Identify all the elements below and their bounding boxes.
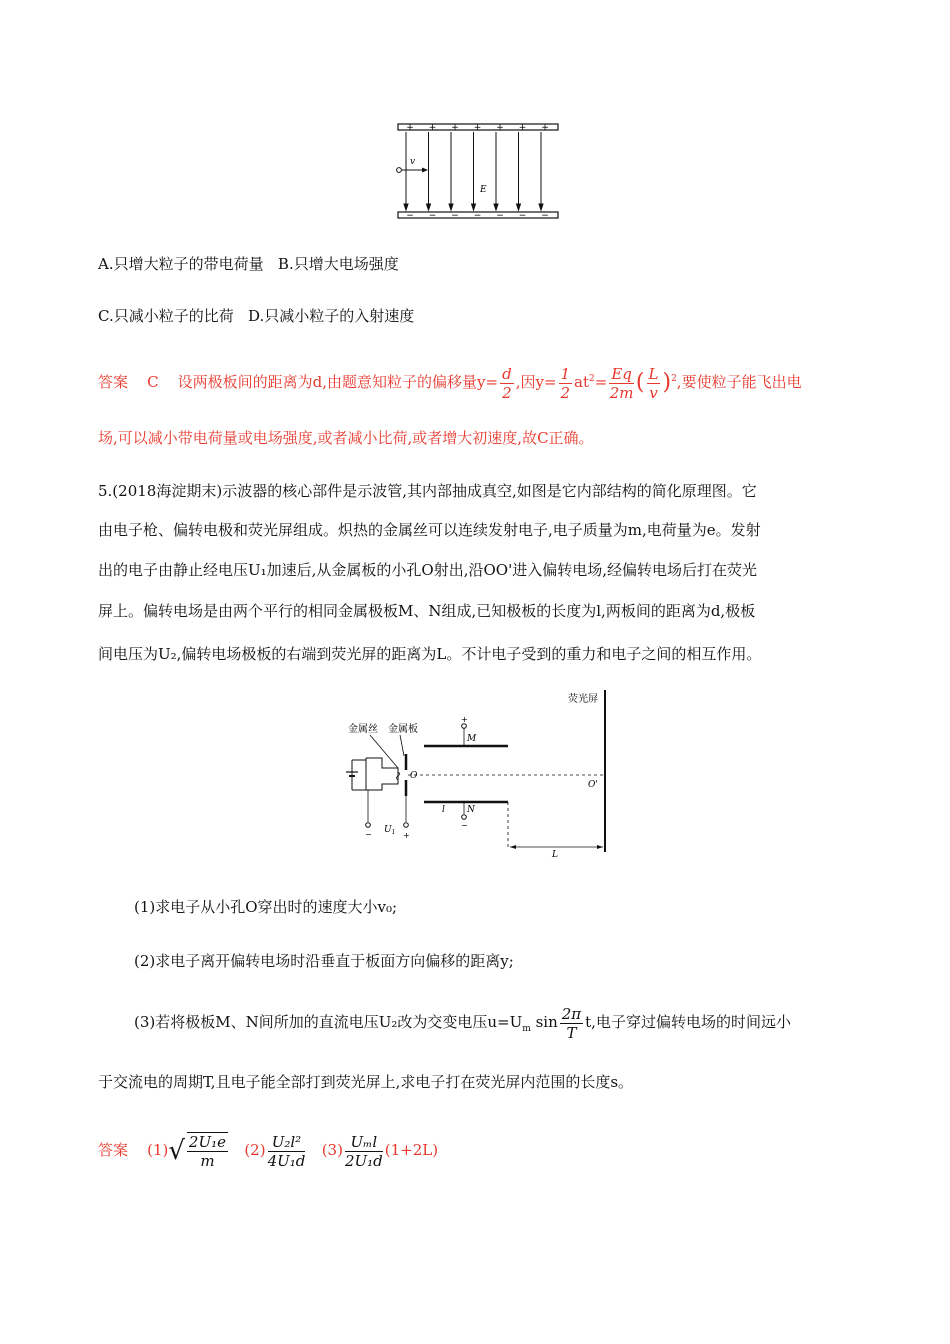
wire-label: 金属丝 xyxy=(348,724,378,735)
plus-sign: + xyxy=(496,123,504,133)
plus-sign: + xyxy=(541,123,549,133)
big-l-label: L xyxy=(552,850,558,860)
field-arrowhead xyxy=(449,204,453,210)
field-arrowhead xyxy=(539,204,543,210)
answer-text: 设两极板间的距离为d,由题意知粒子的偏移量y= xyxy=(177,373,499,391)
n-label: N xyxy=(467,805,475,815)
svg-text:+: + xyxy=(461,715,468,724)
plus-sign: + xyxy=(428,123,437,133)
option-d: D.只减小粒子的入射速度 xyxy=(248,307,415,325)
answer-label: 答案 xyxy=(98,1141,129,1159)
option-c: C.只减小粒子的比荷 xyxy=(98,307,234,325)
o-label: O xyxy=(410,771,418,781)
minus-sign: − xyxy=(451,211,459,221)
screen-label: 荧光屏 xyxy=(568,694,598,705)
m-label: M xyxy=(467,734,477,744)
option-b: B.只增大电场强度 xyxy=(277,255,399,273)
field-label: E xyxy=(480,185,487,195)
answer-3-fraction: $\frac{\text{Uₘl}}{\text{2U₁d}}$ xyxy=(344,1132,383,1170)
plate-label: 金属板 xyxy=(388,724,418,735)
l-label: l xyxy=(442,805,445,815)
field-diagram xyxy=(396,120,562,228)
field-diagram-svg xyxy=(396,120,562,224)
answer-2-fraction: $\frac{\text{U₂l²}}{\text{4U₁d}}$ xyxy=(267,1132,306,1170)
q5-answer: 答案 (1)√ $\frac{\text{2U₁e}}{m}$ (2) $\frac{\text{U₂l²}}{\text{4U₁d}}$ (3) $\frac{\text{Uₘl}}{\text{2U₁d}}$ (1+2L) xyxy=(98,1132,439,1170)
u1-label: $U_1$ xyxy=(384,825,396,836)
answer-choice: C xyxy=(147,373,159,391)
svg-text:+: + xyxy=(403,831,410,840)
minus-sign: − xyxy=(428,211,437,221)
option-row-1 xyxy=(98,254,399,274)
velocity-label: v xyxy=(410,157,416,167)
q5-line-5: 间电压为U₂,偏转电场极板的右端到荧光屏的距离为L。不计电子受到的重力和电子之间的相互作用。 xyxy=(98,645,762,663)
plus-sign: + xyxy=(518,123,527,133)
fraction-eq-over-2m: $\frac{Eq}{2m}$ xyxy=(609,364,634,402)
plus-sign: + xyxy=(451,123,459,133)
fraction-2pi-over-t: $\frac{2\pi}{T}$ xyxy=(561,1004,582,1042)
fraction-d-over-2: $\frac{d}{2}$ xyxy=(502,364,512,402)
svg-text:−: − xyxy=(461,821,468,830)
minus-sign: − xyxy=(496,211,504,221)
fraction-l-over-v: $\frac{L}{v}$ xyxy=(648,364,659,402)
q4-answer-line2: 场,可以减小带电荷量或电场强度,或者减小比荷,或者增大初速度,故C正确。 xyxy=(98,429,594,447)
fraction-half: $\frac{1}{2}$ xyxy=(560,364,571,402)
option-row-2 xyxy=(98,306,414,326)
plus-sign: + xyxy=(473,123,482,133)
answer-1-fraction: $\frac{\text{2U₁e}}{m}$ xyxy=(188,1133,226,1170)
sub-question-3: (3)若将极板M、N间所加的直流电压U₂改为交变电压$u=U_m$ sin $\frac{2\pi}{T}$ t,电子穿过偏转电场的时间远小 xyxy=(134,1004,791,1042)
oscilloscope-diagram xyxy=(340,690,620,864)
field-arrowhead xyxy=(472,204,476,210)
minus-sign: − xyxy=(518,211,527,221)
q5-line-4: 屏上。偏转电场是由两个平行的相同金属极板M、N组成,已知极板的长度为l,两板间的距离为d,极板 xyxy=(98,602,756,620)
sub-question-1: (1)求电子从小孔O穿出时的速度大小v₀; xyxy=(134,898,398,916)
oscilloscope-diagram-svg xyxy=(340,690,620,860)
q4-answer: 答案 C 设两极板间的距离为d,由题意知粒子的偏移量y= $\frac{d}{2}$ ,因y= $\frac{1}{2}$ $at^2=$ $\frac{Eq}{2m}$ ( $\frac{L}{v}$ )$^2$,要使粒子能飞出电 xyxy=(98,364,802,402)
answer-label: 答案 xyxy=(98,373,129,391)
field-arrowhead xyxy=(427,204,431,210)
minus-sign: − xyxy=(541,211,549,221)
q5-line-2: 由电子枪、偏转电极和荧光屏组成。炽热的金属丝可以连续发射电子,电子质量为m,电荷量为e。发射 xyxy=(98,521,761,539)
option-a: A.只增大粒子的带电荷量 xyxy=(98,255,264,273)
q5-line-1: 5.(2018海淀期末)示波器的核心部件是示波管,其内部抽成真空,如图是它内部结构的简化原理图。它 xyxy=(98,482,757,500)
svg-text:−: − xyxy=(365,830,372,839)
minus-sign: − xyxy=(473,211,482,221)
minus-sign: − xyxy=(406,211,414,221)
q5-line-3: 出的电子由静止经电压U₁加速后,从金属板的小孔O射出,沿OO'进入偏转电场,经偏转电场后打在荧光 xyxy=(98,561,757,579)
sub-question-3-line2: 于交流电的周期T,且电子能全部打到荧光屏上,求电子打在荧光屏内范围的长度s。 xyxy=(98,1073,634,1091)
field-arrowhead xyxy=(494,204,498,210)
plus-sign: + xyxy=(406,123,414,133)
field-arrowhead xyxy=(517,204,521,210)
o-prime-label: O' xyxy=(588,780,598,790)
field-arrowhead xyxy=(404,204,408,210)
sub-question-2: (2)求电子离开偏转电场时沿垂直于板面方向偏移的距离y; xyxy=(134,952,514,970)
